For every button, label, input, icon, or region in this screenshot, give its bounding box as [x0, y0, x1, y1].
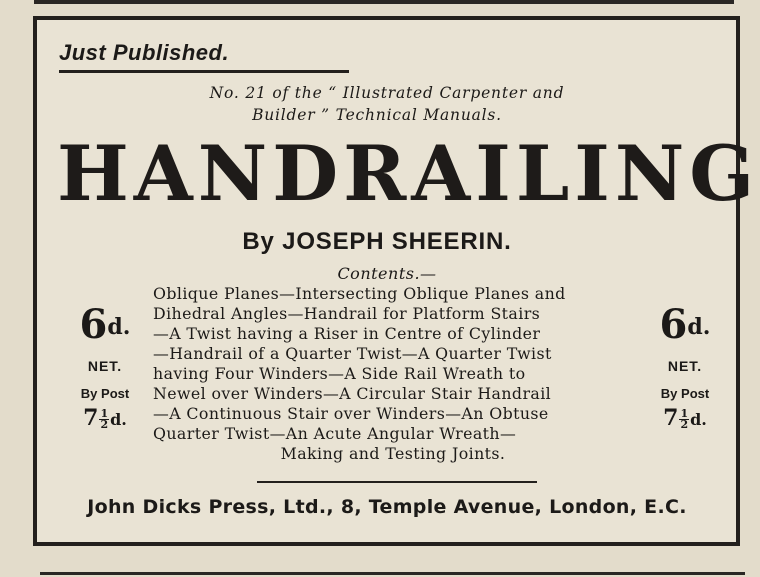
by-post-label: By Post: [80, 386, 130, 401]
price-column-right: [645, 302, 725, 433]
book-title: HANDRAILING: [57, 129, 760, 218]
contents-line: Dihedral Angles—Handrail for Platform Stairs: [153, 304, 541, 323]
advertisement-frame: [33, 16, 760, 546]
contents-list: [153, 284, 633, 464]
publisher-address: John Dicks Press, Ltd., 8, Temple Avenue, London, E.C.: [87, 496, 687, 518]
just-published-heading: Just Published.: [59, 40, 230, 65]
by-post-label: By Post: [660, 386, 710, 401]
contents-heading: Contents.—: [337, 264, 437, 283]
bottom-page-rule: [40, 572, 745, 575]
contents-line: having Four Winders—A Side Rail Wreath to: [153, 364, 526, 383]
contents-line: —A Twist having a Riser in Centre of Cylinder: [153, 324, 541, 343]
post-price: 7 $\frac{1}{2}$ d.: [663, 405, 707, 431]
footer-divider: [257, 481, 537, 483]
author-byline: By JOSEPH SHEERIN.: [242, 228, 512, 255]
top-page-rule: [34, 0, 734, 4]
contents-line: Newel over Winders—A Circular Stair Handrail: [153, 384, 552, 403]
post-price: 7 $\frac{1}{2}$ d.: [83, 405, 127, 431]
heading-underline: [59, 70, 349, 73]
series-line-1: No. 21 of the “ Illustrated Carpenter and: [209, 84, 565, 102]
contents-line: —Handrail of a Quarter Twist—A Quarter Twist: [153, 344, 552, 363]
price-amount: $6^{d.}$: [659, 301, 711, 348]
price-amount: $6^{d.}$: [79, 301, 131, 348]
series-line-2: Builder ” Technical Manuals.: [252, 106, 502, 124]
contents-line: Quarter Twist—An Acute Angular Wreath—: [153, 424, 517, 443]
contents-line: —A Continuous Stair over Winders—An Obtuse: [153, 404, 549, 423]
contents-line: Oblique Planes—Intersecting Oblique Planes and: [153, 284, 566, 303]
net-label: NET.: [87, 358, 123, 374]
contents-line: Making and Testing Joints.: [280, 444, 506, 463]
price-column-left: [65, 302, 145, 433]
net-label: NET.: [667, 358, 703, 374]
